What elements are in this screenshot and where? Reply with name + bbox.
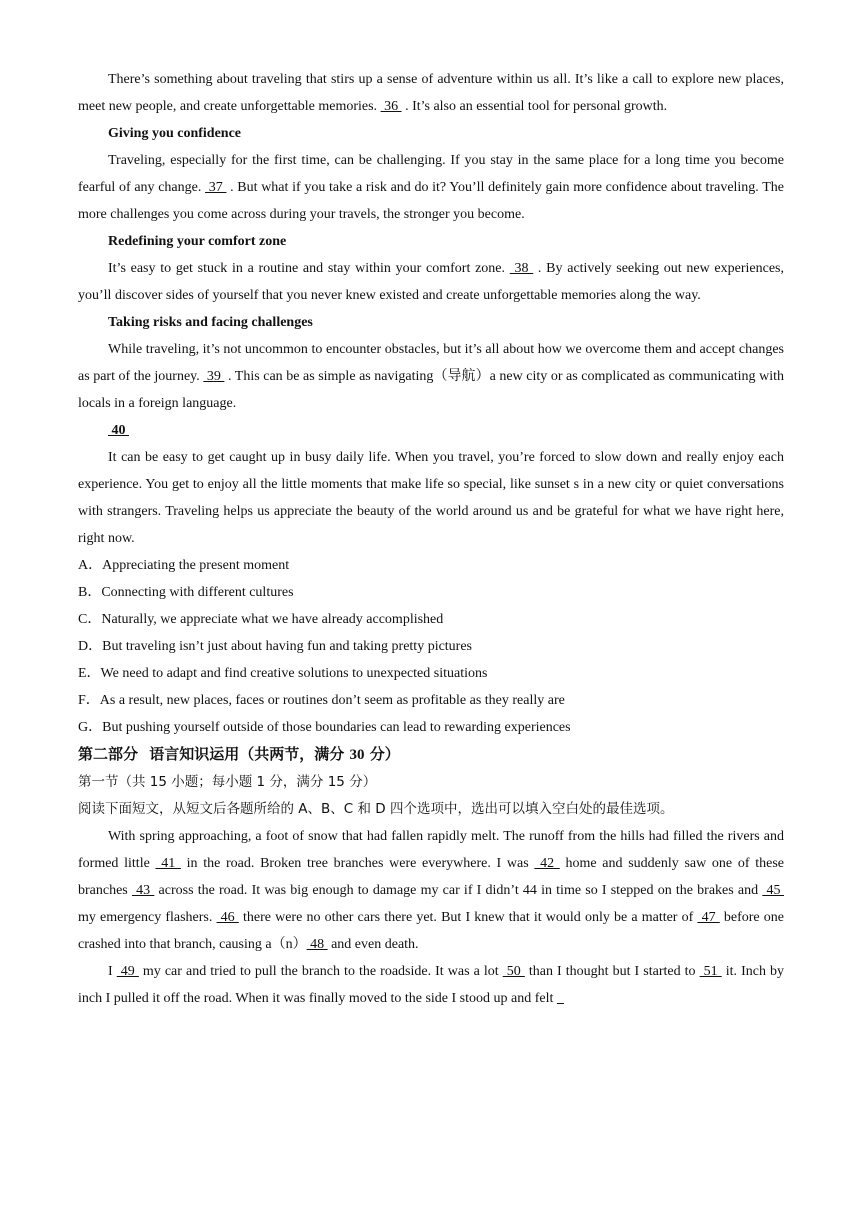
cloze-instruction: 阅读下面短文，从短文后各题所给的 A、B、C 和 D 四个选项中，选出可以填入空白处的最佳选项。 (78, 801, 674, 817)
text-run: it. Inch by inch I pulled it off the road. When it was finally moved to the side I stood up and felt (78, 964, 785, 1006)
text-run: I (108, 964, 117, 979)
blank-36: 36 (380, 99, 402, 114)
part-suffix: 分） (364, 745, 400, 763)
blank-41: 41 (155, 856, 181, 871)
document-page (78, 66, 784, 1012)
blank-49: 49 (116, 964, 139, 979)
blank-48: 48 (306, 937, 328, 952)
text-run: before one crashed into that branch, causing a（n） (78, 910, 784, 952)
blank-47: 47 (697, 910, 720, 925)
cloze-paragraph-1 (78, 823, 784, 958)
options-list (78, 552, 784, 741)
heading-blank-40 (78, 417, 784, 444)
text-run: than I thought but I started to (524, 964, 700, 979)
passage-paragraph-4 (78, 336, 784, 417)
text-run: there were no other cars there yet. But I knew that it would only be a matter of (238, 910, 698, 925)
heading-comfort-zone: Redefining your comfort zone (108, 234, 287, 249)
cloze-paragraph-2 (78, 958, 784, 1012)
passage-paragraph-2 (78, 147, 784, 228)
option-c: C．Naturally, we appreciate what we have already accomplished (78, 612, 444, 627)
text-run: While traveling, it’s not uncommon to encounter obstacles, but it’s all about how we overcome them and accept changes as part of the journey. (78, 342, 784, 384)
option-e: E．We need to adapt and find creative solutions to unexpected situations (78, 666, 488, 681)
passage-paragraph-5: It can be easy to get caught up in busy daily life. When you travel, you’re forced to slow down and really enjoy each experience. You get to enjoy all the little moments that make life so special, like sunset s in a new city or quiet conversations with strangers. Traveling helps us appreciate the beauty of the world around us and be grateful for what we have right here, right now. (78, 450, 784, 546)
text-run: . But what if you take a risk and do it? You’ll definitely gain more confidence about traveling. The more challenges you come across during your travels, the stronger you become. (78, 180, 785, 222)
blank-51: 51 (699, 964, 722, 979)
text-run: my car and tried to pull the branch to the roadside. It was a lot (138, 964, 503, 979)
part-score: 30 (349, 747, 365, 763)
blank-50: 50 (502, 964, 525, 979)
blank-37: 37 (205, 180, 227, 195)
text-run: . It’s also an essential tool for personal growth. (401, 99, 668, 114)
passage-paragraph-3 (78, 255, 784, 309)
part-description: 语言知识运用（共两节，满分 (149, 745, 350, 763)
blank-45: 45 (762, 883, 785, 898)
part-label: 第二部分 (78, 745, 139, 763)
text-run: . By actively seeking out new experiences, you’ll discover sides of yourself that you never knew existed and create unforgettable memories along the way. (78, 261, 785, 303)
heading-giving-confidence: Giving you confidence (108, 126, 242, 141)
blank-38: 38 (509, 261, 534, 276)
blank-39: 39 (203, 369, 225, 384)
passage-paragraph-1 (78, 66, 784, 120)
blank-43: 43 (131, 883, 155, 898)
option-d: D．But traveling isn’t just about having fun and taking pretty pictures (78, 639, 473, 654)
text-run: Traveling, especially for the first time, can be challenging. If you stay in the same place for a long time you become fearful of any change. (78, 153, 784, 195)
option-a: A．Appreciating the present moment (78, 558, 290, 573)
text-run: and even death. (327, 937, 419, 952)
blank-40: 40 (108, 423, 129, 438)
text-run: There’s something about traveling that stirs up a sense of adventure within us all. It’s like a call to explore new places, meet new people, and create unforgettable memories. (78, 72, 784, 114)
text-run: . This can be as simple as navigating（导航）a new city or as complicated as communicating with locals in a foreign language. (78, 369, 784, 411)
text-run: It’s easy to get stuck in a routine and stay within your comfort zone. (108, 261, 510, 276)
text-run: With spring approaching, a foot of snow that had fallen rapidly melt. The runoff from the hills had filled the rivers and formed little (78, 829, 784, 871)
blank-42: 42 (534, 856, 560, 871)
text-run: in the road. Broken tree branches were everywhere. I was (180, 856, 535, 871)
text-run: my emergency flashers. (78, 910, 217, 925)
heading-taking-risks: Taking risks and facing challenges (108, 315, 313, 330)
part-two-title (78, 741, 784, 769)
option-f: F．As a result, new places, faces or routines don’t seem as profitable as they really are (78, 693, 565, 708)
option-g: G．But pushing yourself outside of those boundaries can lead to rewarding experiences (78, 720, 571, 735)
text-run: across the road. It was big enough to damage my car if I didn’t 44 in time so I stepped on the brakes and (154, 883, 763, 898)
text-run: home and suddenly saw one of these branches (78, 856, 784, 898)
blank-52 (557, 991, 564, 1006)
section-one-title: 第一节（共 15 小题；每小题 1 分，满分 15 分） (78, 774, 377, 790)
option-b: B．Connecting with different cultures (78, 585, 294, 600)
blank-46: 46 (216, 910, 239, 925)
